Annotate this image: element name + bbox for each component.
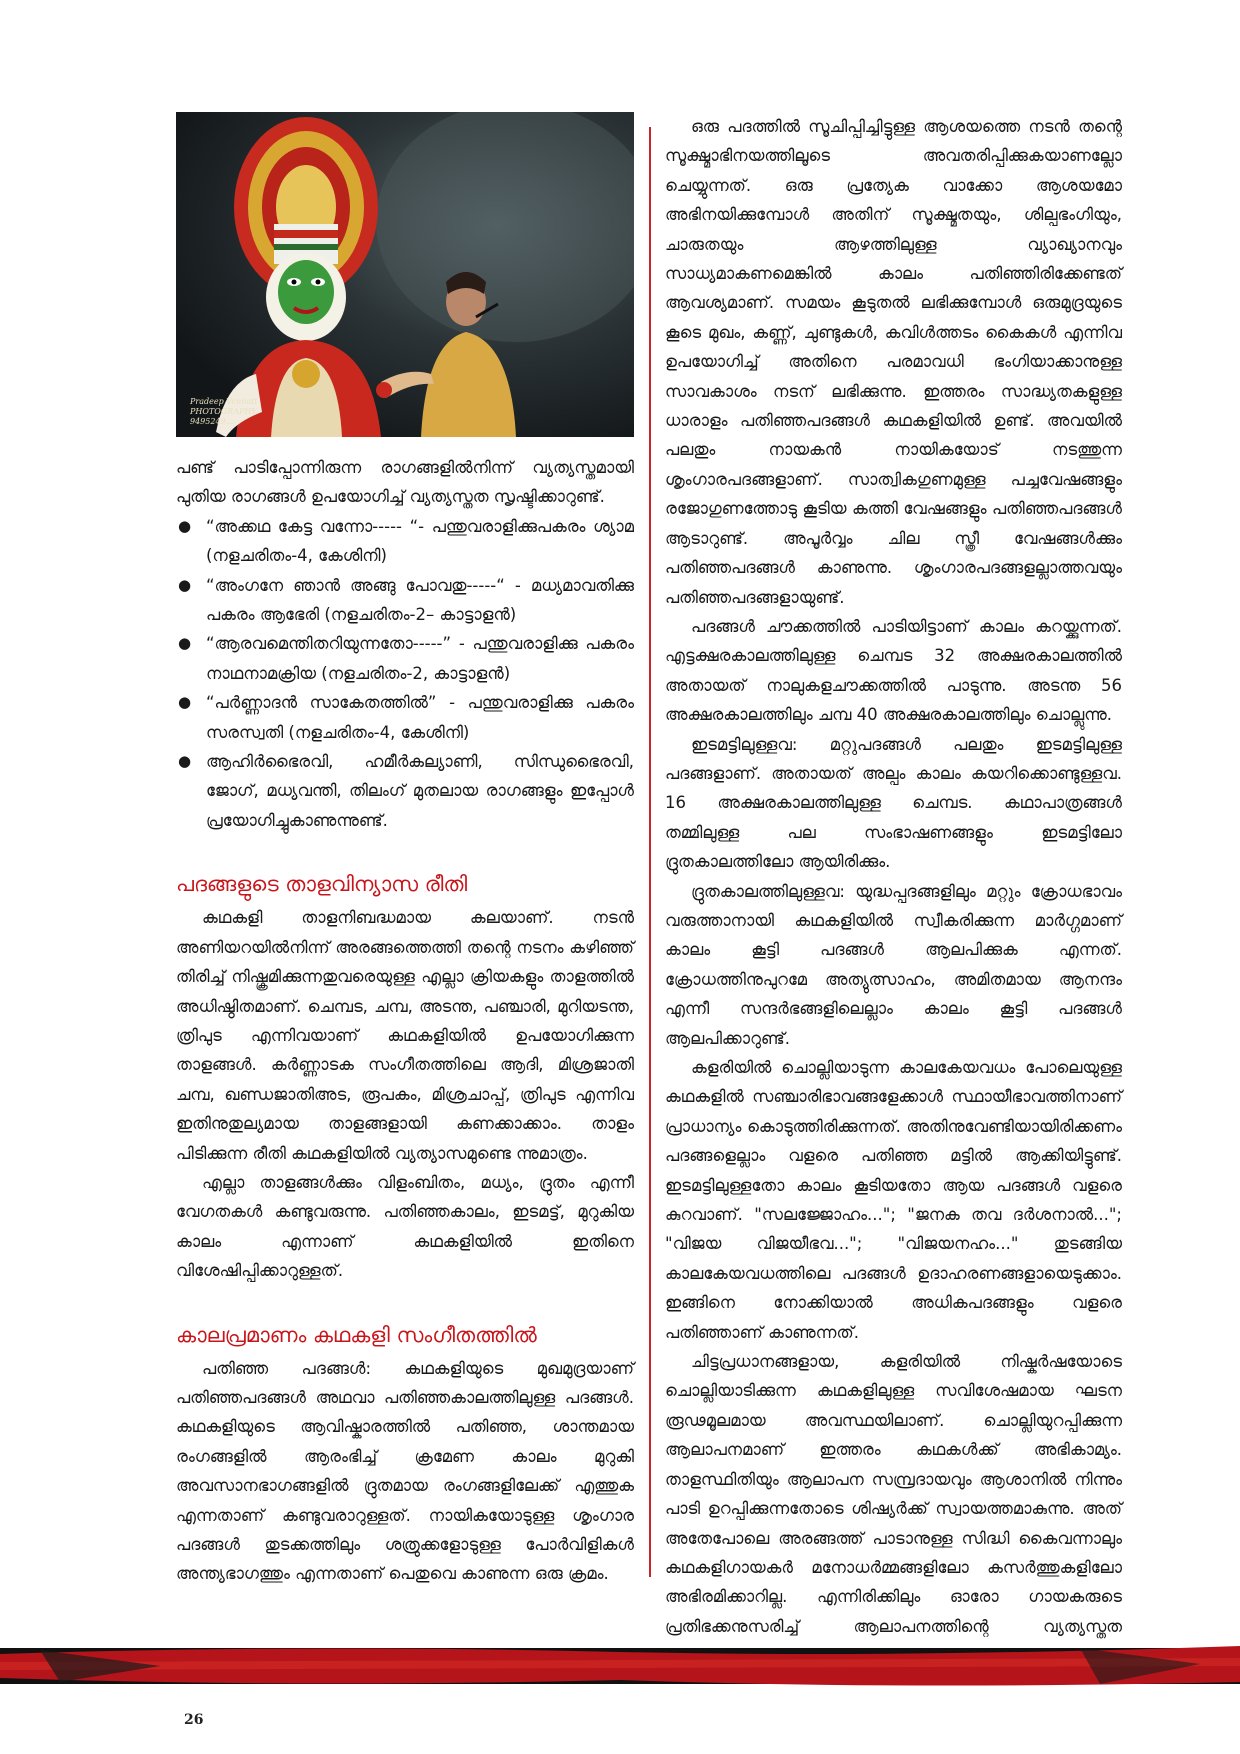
kathakali-illustration: [176, 112, 634, 437]
list-item: ● “അക്കഥ കേട്ട വന്നോ----- “- പന്തുവരാളിക്കുപകരം ശ്യാമ (നളചരിതം-4, കേശിനി): [176, 512, 634, 571]
intro-paragraph: പണ്ട് പാടിപ്പോന്നിരുന്ന രാഗങ്ങളിൽനിന്ന് വ്യത്യസ്തമായി പുതിയ രാഗങ്ങൾ ഉപയോഗിച്ച് വ്യത്യസ്തത സൃഷ്ടിക്കാറുണ്ട്.: [176, 458, 634, 507]
brush-stroke-graphic: [0, 1636, 1240, 1696]
body-paragraph: കളരിയിൽ ചൊല്ലിയാടുന്ന കാലകേയവധം പോലെയുള്ള കഥകളിൽ സഞ്ചാരിഭാവങ്ങളേക്കാൾ സ്ഥായീഭാവത്തിനാണ് പ്രാധാന്യം കൊടുത്തിരിക്കുന്നത്. അതിനുവേണ്ടിയായിരിക്കണം പദങ്ങളെല്ലാം വളരെ പതിഞ്ഞ മട്ടിൽ ആക്കിയിട്ടുണ്ട്. ഇടമട്ടിലുള്ളതോ കാലം കൂടിയതോ ആയ പദങ്ങൾ വളരെ കുറവാണ്. "സലജ്ജോഹം..."; "ജനക തവ ദർശനാൽ..."; "വിജയ വിജയീഭവ..."; "വിജയനഹം..." തുടങ്ങിയ കാലകേയവധത്തിലെ പദങ്ങൾ ഉദാഹരണങ്ങളായെടുക്കാം. ഇങ്ങിനെ നോക്കിയാൽ അധികപദങ്ങളും വളരെ പതിഞ്ഞാണ് കാണുന്നത്.: [665, 1058, 1122, 1342]
body-paragraph: പദങ്ങൾ ചൗക്കത്തിൽ പാടിയിട്ടാണ് കാലം കറയ്ക്കുന്നത്. എട്ടക്ഷരകാലത്തിലുള്ള ചെമ്പട 32 അക്ഷരകാലത്തിൽ അതായത് നാലുകളചൗക്കത്തിൽ പാടുന്നു. അടന്ത 56 അക്ഷരകാലത്തിലും ചമ്പ 40 അക്ഷരകാലത്തിലും ചൊല്ലുന്നു.: [665, 616, 1122, 725]
page-number: 26: [184, 1712, 204, 1728]
list-item: ● “അംഗനേ ഞാൻ അങ്ങു പോവതു-----“ - മധ്യമാവതിക്കു പകരം ആഭേരി (നളചരിതം-2– കാട്ടാളൻ): [176, 571, 634, 630]
section-heading-kalapramanam: കാലപ്രമാണം കഥകളി സംഗീതത്തിൽ: [176, 1322, 537, 1347]
body-paragraph: ഇടമട്ടിലുള്ളവ: മറ്റുപദങ്ങൾ പലതും ഇടമട്ടിലുള്ള പദങ്ങളാണ്. അതായത് അല്പം കാലം കയറിക്കൊണ്ടുള്ളവ. 16 അക്ഷരകാലത്തിലുള്ള ചെമ്പട. കഥാപാത്രങ്ങൾ തമ്മിലുള്ള പല സംഭാഷണങ്ങളും ഇടമട്ടിലോ ദ്രുതകാലത്തിലോ ആയിരിക്കും.: [665, 734, 1122, 872]
photo-credit-phone: 9495249...: [190, 417, 234, 426]
right-column: [665, 112, 1122, 1671]
raga-list: [176, 512, 634, 835]
photo-credit-name: Pradeep Vennatt: [190, 397, 258, 406]
body-paragraph: ദ്രുതകാലത്തിലുള്ളവ: യുദ്ധപ്പദങ്ങളിലും മറ്റും ക്രോധഭാവം വരുത്താനായി കഥകളിയിൽ സ്വീകരിക്കുന്ന മാർഗ്ഗമാണ് കാലം കൂട്ടി പദങ്ങൾ ആലപിക്കുക എന്നത്. ക്രോധത്തിനുപുറമേ അത്യുത്സാഹം, അമിതമായ ആനന്ദം എന്നീ സന്ദർഭങ്ങളിലെല്ലാം കാലം കൂട്ടി പദങ്ങൾ ആലപിക്കാറുണ്ട്.: [665, 881, 1122, 1048]
kathakali-photo: [176, 112, 634, 437]
list-item: ● ആഹിർഭൈരവി, ഹമീർകല്യാണി, സിന്ധുഭൈരവി, ജോഗ്, മധ്യവന്തി, തിലംഗ് മുതലായ രാഗങ്ങളും ഇപ്പോൾ പ്രയോഗിച്ചുകാണുന്നുണ്ട്.: [176, 747, 634, 835]
body-paragraph: പതിഞ്ഞ പദങ്ങൾ: കഥകളിയുടെ മുഖമുദ്രയാണ് പതിഞ്ഞപദങ്ങൾ അഥവാ പതിഞ്ഞകാലത്തിലുള്ള പദങ്ങൾ. കഥകളിയുടെ ആവിഷ്കാരത്തിൽ പതിഞ്ഞ, ശാന്തമായ രംഗങ്ങളിൽ ആരംഭിച്ച് ക്രമേണ കാലം മുറുകി അവസാനഭാഗങ്ങളിൽ ദ്രുതമായ രംഗങ്ങളിലേക്ക് എത്തുക എന്നതാണ് കണ്ടുവരാറുള്ളത്. നായികയോടുള്ള ശൃംഗാര പദങ്ങൾ തുടക്കത്തിലും ശത്രുക്കളോടുള്ള പോർവിളികൾ അന്ത്യഭാഗത്തും എന്നതാണ് പെതുവെ കാണുന്ന ഒരു ക്രമം.: [176, 1358, 634, 1584]
list-item: ● “പർണ്ണാദൻ സാകേതത്തിൽ” - പന്തുവരാളിക്കു പകരം സരസ്വതി (നളചരിതം-4, കേശിനി): [176, 688, 634, 747]
section-heading-tala: പദങ്ങളുടെ താളവിന്യാസ രീതി: [176, 872, 468, 897]
body-paragraph: ചിട്ടപ്രധാനങ്ങളായ, കളരിയിൽ നിഷ്കർഷയോടെ ചൊല്ലിയാടിക്കുന്ന കഥകളിലുള്ള സവിശേഷമായ ഘടന രൂഢമൂലമായ അവസ്ഥയിലാണ്. ചൊല്ലിയുറപ്പിക്കുന്ന ആലാപനമാണ് ഇത്തരം കഥകൾക്ക് അഭികാമ്യം. താളസ്ഥിതിയും ആലാപന സമ്പ്രദായവും ആശാനിൽ നിന്നും പാടി ഉറപ്പിക്കുന്നതോടെ ശിഷ്യർക്ക് സ്വായത്തമാകുന്നു. അത് അതേപോലെ അരങ്ങത്ത് പാടാനുള്ള സിദ്ധി കൈവന്നാലും കഥകളിഗായകർ മനോധർമ്മങ്ങളിലോ കസർത്തുകളിലോ അഭിരമിക്കാറില്ല. എന്നിരിക്കിലും ഓരോ ഗായകരുടെ പ്രതിഭക്കനുസരിച്ച് ആലാപനത്തിന്റെ വ്യത്യസ്തത: [665, 1352, 1122, 1636]
left-column: [176, 112, 634, 1589]
body-paragraph: കഥകളി താളനിബദ്ധമായ കലയാണ്. നടൻ അണിയറയിൽനിന്ന് അരങ്ങത്തെത്തി തന്റെ നടനം കഴിഞ്ഞ് തിരിച്ച് നിഷ്ക്രമിക്കുന്നതുവരെയുള്ള എല്ലാ ക്രിയകളും താളത്തിൽ അധിഷ്ഠിതമാണ്. ചെമ്പട, ചമ്പ, അടന്ത, പഞ്ചാരി, മുറിയടന്ത, ത്രിപുട എന്നിവയാണ് കഥകളിയിൽ ഉപയോഗിക്കുന്ന താളങ്ങൾ. കർണ്ണാടക സംഗീതത്തിലെ ആദി, മിശ്രജാതി ചമ്പ, ഖണ്ഡജാതിഅട, രൂപകം, മിശ്രചാപ്പ്, ത്രിപുട എന്നിവ ഇതിനുതുല്യമായ താളങ്ങളായി കണക്കാക്കാം. താളം പിടിക്കുന്ന രീതി കഥകളിയിൽ വ്യത്യാസമുണ്ടെ ന്നുമാത്രം.: [176, 908, 634, 1163]
column-divider: [649, 127, 651, 1577]
list-item: ● “ആരവമെന്തിതറിയുന്നതോ-----” - പന്തുവരാളിക്കു പകരം നാഥനാമക്രിയ (നളചരിതം-2, കാട്ടാളൻ): [176, 629, 634, 688]
body-paragraph: എല്ലാ താളങ്ങൾക്കും വിളംബിതം, മധ്യം, ദ്രുതം എന്നീ വേഗതകൾ കണ്ടുവരുന്നു. പതിഞ്ഞകാലം, ഇടമട്ട്, മുറുകിയ കാലം എന്നാണ് കഥകളിയിൽ ഇതിനെ വിശേഷിപ്പിക്കാറുള്ളത്.: [176, 1172, 634, 1281]
body-paragraph: ഒരു പദത്തിൽ സൂചിപ്പിച്ചിട്ടുള്ള ആശയത്തെ നടൻ തന്റെ സൂക്ഷ്മാഭിനയത്തിലൂടെ അവതരിപ്പിക്കുകയാണല്ലോ ചെയ്യുന്നത്. ഒരു പ്രത്യേക വാക്കോ ആശയമോ അഭിനയിക്കുമ്പോൾ അതിന് സൂക്ഷ്മതയും, ശില്പഭംഗിയും, ചാരുതയും ആഴത്തിലുള്ള വ്യാഖ്യാനവും സാധ്യമാകണമെങ്കിൽ കാലം പതിഞ്ഞിരിക്കേണ്ടത് ആവശ്യമാണ്. സമയം കൂടുതൽ ലഭിക്കുമ്പോൾ ഒരുമുദ്രയുടെ കൂടെ മുഖം, കണ്ണ്, ചുണ്ടുകൾ, കവിൾത്തടം കൈകൾ എന്നിവ ഉപയോഗിച്ച് അതിനെ പരമാവധി ഭംഗിയാക്കാനുള്ള സാവകാശം നടന് ലഭിക്കുന്നു. ഇത്തരം സാദ്ധ്യതകളുള്ള ധാരാളം പതിഞ്ഞപദങ്ങൾ കഥകളിയിൽ ഉണ്ട്. അവയിൽ പലതും നായകൻ നായികയോട് നടത്തുന്ന ശൃംഗാരപദങ്ങളാണ്. സാത്വികഗുണമുള്ള പച്ചവേഷങ്ങളും രജോഗുണത്തോടു കൂടിയ കത്തി വേഷങ്ങളും പതിഞ്ഞപദങ്ങൾ ആടാറുണ്ട്. അപൂർവ്വം ചില സ്ത്രീ വേഷങ്ങൾക്കും പതിഞ്ഞപദങ്ങൾ കാണുന്നു. ശൃംഗാരപദങ്ങളല്ലാത്തവയും പതിഞ്ഞപദങ്ങളായുണ്ട്.: [665, 117, 1122, 607]
photo-credit-label: PHOTOGRAPHY: [190, 407, 257, 416]
footer-brush-band: [0, 1636, 1240, 1696]
photo-credit: [190, 397, 258, 427]
